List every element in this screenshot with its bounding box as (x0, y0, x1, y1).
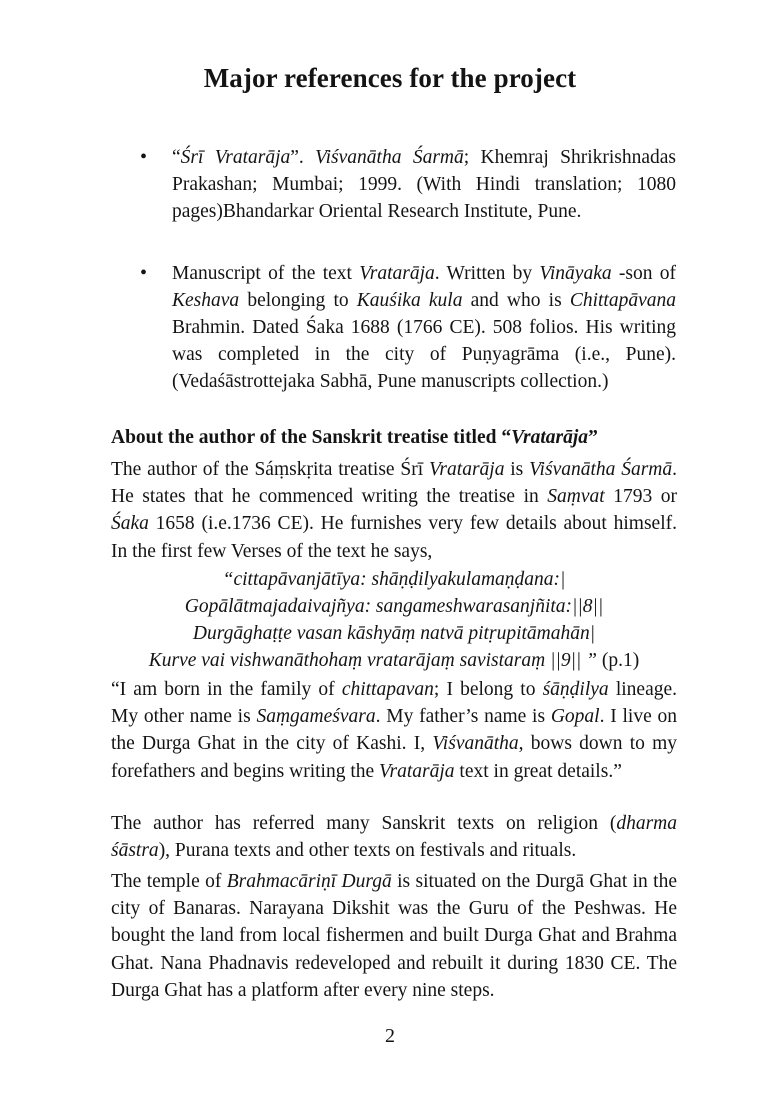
ref2-text-i: and who is (462, 290, 570, 311)
ref2-text-b: Vratarāja (359, 263, 435, 284)
paragraph-author-intro (111, 456, 677, 565)
ref1-text-e: ; Khemraj Shrikrishnadas Prakashan; Mumbai; 1999. (With Hindi translation; 1080 pages)Bhandarkar Oriental Research Institute, Pune. (172, 147, 677, 222)
ref2-text-k: Brahmin. Dated Śaka 1688 (1766 CE). 508 folios. His writing was completed in the city of Puṇyagrāma (i.e., Pune).(Vedaśāstrottejaka Sabhā, Pune manuscripts collection.) (172, 317, 676, 392)
p2-c: ; I belong to (433, 679, 543, 700)
verse-line-3: Durgāghaṭṭe vasan kāshyāṃ natvā pitṛupitāmahān| (192, 623, 596, 644)
page-number: 2 (385, 1025, 395, 1047)
p2-a: “I am born in the family of (111, 679, 342, 700)
verse-line-4-text: Kurve vai vishwanāthohaṃ vratarājaṃ savistaraṃ ||9|| ” (148, 650, 598, 671)
ref2-text-e: -son of (611, 263, 677, 284)
page-title: Major references for the project (203, 63, 577, 93)
verse-page-ref: (p.1) (597, 650, 640, 671)
p1-a: The author of the Sáṃskṛita treatise Śrī (111, 459, 429, 480)
p4-a: The temple of (111, 871, 227, 892)
heading-text-c: ” (588, 427, 598, 448)
p3-a: The author has referred many Sanskrit texts on religion ( (111, 813, 617, 834)
p2-b: chittapavan (341, 679, 434, 700)
heading-text-b: Vratarāja (511, 427, 589, 448)
p2-g: . My father’s name is (375, 706, 551, 728)
verse-line-4 (111, 647, 677, 674)
p1-i: 1658 (i.e.1736 CE). He furnishes very few details about himself. In the first few Verses of the text he says, (111, 513, 677, 562)
p1-h: Śaka (111, 513, 149, 535)
ref2-text-d: Vināyaka (539, 263, 612, 284)
p2-f: Saṃgameśvara (256, 706, 376, 728)
p2-j: Viśvanātha (432, 733, 519, 755)
paragraph-references (111, 810, 677, 864)
ref2-text-a: Manuscript of the text (172, 263, 360, 284)
p1-c: is (504, 459, 530, 480)
sanskrit-verse (111, 566, 677, 674)
ref1-author: Viśvanātha Śarmā (315, 147, 464, 168)
p1-g: 1793 or (604, 486, 678, 508)
p2-h: Gopal (550, 706, 600, 728)
section-heading (111, 424, 681, 451)
bullet-marker: • (140, 262, 148, 284)
p2-e: lineage. My other name is (111, 679, 677, 728)
ref2-text-j: Chittapāvana (569, 290, 676, 311)
p4-c: is situated on the Durgā Ghat in the city of Banaras. Narayana Dikshit was the Guru of the Peshwas. He bought the land from local fishermen and built Durga Ghat and Brahma Ghat. Nana Phadnavis redeveloped and rebuilt it during 1830 CE. The Durga Ghat has a platform after every nine steps. (111, 871, 677, 1001)
ref2-text-h: Kauśika kula (356, 290, 463, 311)
paragraph-temple (111, 868, 677, 1004)
ref2-text-c: . Written by (434, 263, 540, 284)
paragraph-translation (111, 676, 677, 785)
p1-e: . He states that he commenced writing the treatise in (111, 459, 677, 508)
verse-line-2: Gopālātmajadaivajñya: sangameshwarasanjñita:||8|| (184, 596, 604, 617)
p2-i: . I live on the Durga Ghat in the city of Kashi. I, (111, 706, 677, 755)
p1-b: Vratarāja (428, 459, 505, 480)
p3-c: ), Purana texts and other texts on festivals and rituals. (158, 840, 577, 862)
ref2-text-g: belonging to (239, 290, 357, 311)
reference-item-1 (172, 144, 676, 225)
ref1-text-b: Śrī Vratarāja (180, 147, 291, 168)
p2-d: śāṇḍilya (542, 679, 609, 700)
ref2-text-f: Keshava (172, 290, 240, 311)
verse-line-1: “cittapāvanjātīya: shāṇḍilyakulamaṇḍana:| (222, 569, 566, 590)
p1-d: Viśvanātha Śarmā (529, 459, 673, 480)
p3-b: dharma śāstra (111, 813, 677, 862)
p4-b: Brahmacāriṇī Durgā (226, 871, 392, 892)
ref1-text-c: ”. (290, 147, 316, 168)
p1-f: Saṃvat (547, 486, 605, 508)
bullet-marker: • (140, 146, 148, 168)
p2-k: , bows down to my forefathers and begins writing the (111, 733, 677, 782)
p2-l: Vratarāja (379, 760, 455, 782)
heading-text-a: About the author of the Sanskrit treatise titled “ (111, 427, 512, 448)
reference-item-2 (172, 260, 676, 395)
p2-m: text in great details.” (454, 760, 622, 782)
ref1-text-a: “ (172, 147, 181, 168)
